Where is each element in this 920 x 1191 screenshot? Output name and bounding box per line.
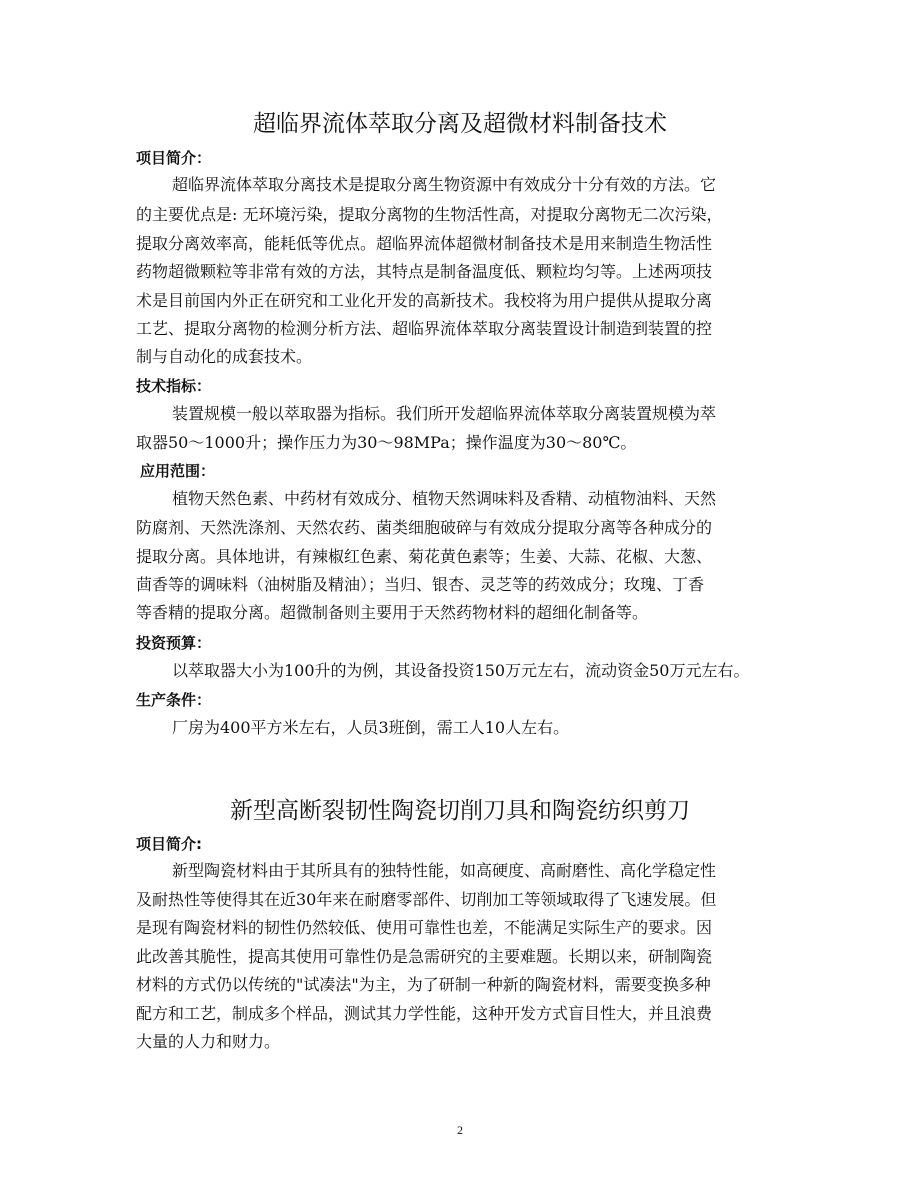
section-1-tech-heading: 技术指标： [136, 377, 212, 395]
page-number: 2 [457, 1123, 463, 1137]
section-1-investment-heading: 投资预算： [136, 634, 212, 652]
paragraph-line: 配方和工艺，制成多个样品，测试其力学性能，这种开发方式盲目性大，并且浪费 [136, 1004, 713, 1023]
paragraph-line: 制与自动化的成套技术。 [136, 347, 313, 366]
paragraph-line: 工艺、提取分离物的检测分析方法、超临界流体萃取分离装置设计制造到装置的控 [136, 319, 713, 338]
paragraph-line: 术是目前国内外正在研究和工业化开发的高新技术。我校将为用户提供从提取分离 [136, 291, 713, 310]
paragraph-line: 提取分离。具体地讲，有辣椒红色素、菊花黄色素等；生姜、大蒜、花椒、大葱、 [136, 547, 713, 566]
section-2-intro-heading: 项目简介: [136, 835, 202, 853]
section-2-title: 新型高断裂韧性陶瓷切削刀具和陶瓷纺织剪刀 [230, 798, 690, 824]
section-1-title: 超临界流体萃取分离及超微材料制备技术 [253, 111, 667, 137]
paragraph-line: 超临界流体萃取分离技术是提取分离生物资源中有效成分十分有效的方法。它 [172, 175, 717, 194]
paragraph-line: 等香精的提取分离。超微制备则主要用于天然药物材料的超细化制备等。 [136, 603, 649, 622]
paragraph-line: 及耐热性等使得其在近30年来在耐磨零部件、切削加工等领域取得了飞速发展。但 [136, 890, 717, 909]
paragraph-line: 提取分离效率高，能耗低等优点。超临界流体超微材制备技术是用来制造生物活性 [136, 234, 713, 253]
paragraph-line: 防腐剂、天然洗涤剂、天然农药、菌类细胞破碎与有效成分提取分离等各种成分的 [136, 518, 713, 537]
paragraph-line: 是现有陶瓷材料的韧性仍然较低、使用可靠性也差，不能满足实际生产的要求。因 [136, 918, 713, 937]
section-1-intro-heading: 项目简介： [136, 149, 212, 167]
section-1-application-heading: 应用范围： [140, 462, 216, 480]
paragraph-line: 材料的方式仍以传统的"试凑法"为主，为了研制一种新的陶瓷材料，需要变换多种 [136, 975, 711, 994]
section-1-production-heading: 生产条件： [136, 691, 212, 709]
paragraph-line: 此改善其脆性，提高其使用可靠性仍是急需研究的主要难题。长期以来，研制陶瓷 [136, 947, 713, 966]
paragraph-line: 厂房为400平方米左右，人员3班倒，需工人10人左右。 [172, 718, 570, 737]
paragraph-line: 植物天然色素、中药材有效成分、植物天然调味料及香精、动植物油料、天然 [172, 489, 717, 508]
paragraph-line: 茴香等的调味料（油树脂及精油）；当归、银杏、灵芝等的药效成分；玫瑰、丁香 [136, 575, 705, 594]
paragraph-line: 大量的人力和财力。 [136, 1032, 281, 1051]
paragraph-line: 的主要优点是: 无环境污染，提取分离物的生物活性高，对提取分离物无二次污染， [136, 205, 723, 224]
paragraph-line: 药物超微颗粒等非常有效的方法，其特点是制备温度低、颗粒均匀等。上述两项技 [136, 262, 713, 281]
paragraph-line: 取器50～1000升；操作压力为30～98MPa；操作温度为30～80℃。 [136, 433, 637, 452]
paragraph-line: 以萃取器大小为100升的为例，其设备投资150万元左右，流动资金50万元左右。 [172, 661, 750, 680]
paragraph-line: 装置规模一般以萃取器为指标。我们所开发超临界流体萃取分离装置规模为萃 [172, 404, 717, 423]
paragraph-line: 新型陶瓷材料由于其所具有的独特性能，如高硬度、高耐磨性、高化学稳定性 [172, 861, 717, 880]
